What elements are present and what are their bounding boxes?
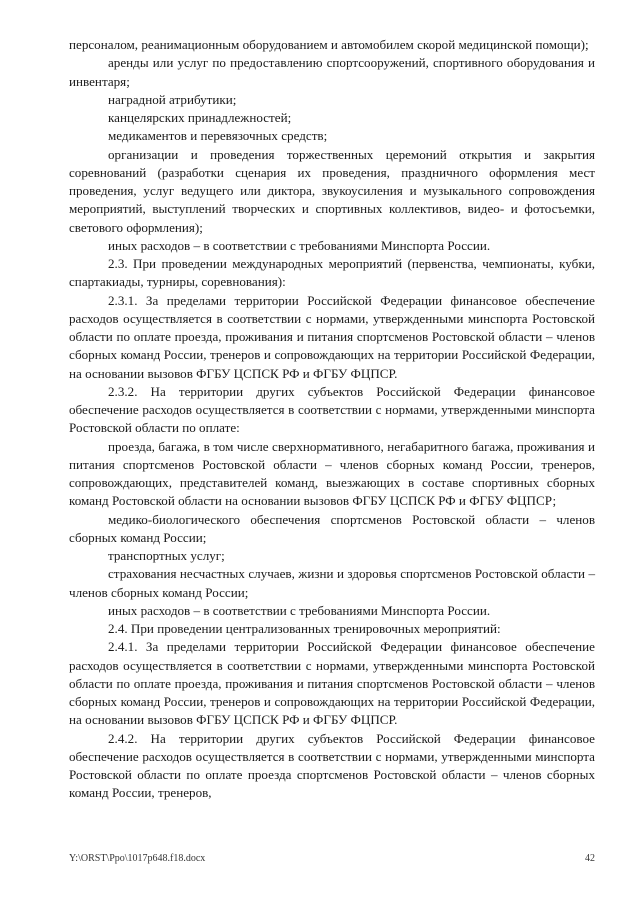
paragraph: медикаментов и перевязочных средств; [108,128,328,144]
section-2-3-2-paragraph: 2.3.2. На территории других субъектов Российской Федерации финансовое обеспечение расходов осуществляется в соответствии с нормами, утвержденными минспорта Ростовской области по оплате: [69,383,595,436]
paragraph: иных расходов – в соответствии с требованиями Минспорта России. [108,602,491,618]
paragraph: наградной атрибутики; [108,91,237,107]
paragraph-continuation: персоналом, реанимационным оборудованием и автомобилем скорой медицинской помощи); [69,37,589,52]
section-2-3-1-paragraph: 2.3.1. За пределами территории Российской Федерации финансовое обеспечение расходов осуществляется в соответствии с нормами, утвержденными минспорта Ростовской области по оплате проезда, проживания и питания спортсменов Ростовской области – членов сборных команд России, тренеров и сопровождающих на территории Российской Федерации, на основании вызовов ФГБУ ЦСПСК РФ и ФГБУ ФЦПСР. [69,292,595,381]
page-number: 42 [585,853,595,864]
paragraph: канцелярских принадлежностей; [108,110,292,125]
file-path: Y:\ORST\Ppo\1017p648.f18.docx [69,853,206,864]
paragraph: аренды или услуг по предоставлению спортсооружений, спортивного оборудования и инвентаря; [69,55,595,89]
paragraph: страхования несчастных случаев, жизни и здоровья спортсменов Ростовской области – членов сборных команд России; [69,566,595,600]
paragraph: медико-биологического обеспечения спортсменов Ростовской области – членов сборных команд России; [69,511,595,545]
paragraph: транспортных услуг; [108,548,225,563]
document-body [69,36,595,803]
section-2-4-paragraph: 2.4. При проведении централизованных тренировочных мероприятий: [108,621,501,636]
paragraph: проезда, багажа, в том числе сверхнормативного, негабаритного багажа, проживания и питания спортсменов Ростовской области – членов сборных команд России, тренеров, сопровождающих, представителей команд, выезжающих в составе спортивных сборных команд Ростовской области на основании вызовов ФГБУ ЦСПСК РФ и ФГБУ ФЦПСР; [69,438,595,509]
section-2-3-paragraph: 2.3. При проведении международных мероприятий (первенства, чемпионаты, кубки, спартакиады, турниры, соревнования): [69,256,595,290]
paragraph: организации и проведения торжественных церемоний открытия и закрытия соревнований (разработки сценария их проведения, праздничного оформления мест проведения, услуг ведущего или диктора, звукоусиления и музыкального сопровождения мероприятий, выступлений творческих и спортивных коллективов, видео- и фотосъемки, светового оформления); [69,146,595,235]
section-2-4-2-paragraph: 2.4.2. На территории других субъектов Российской Федерации финансовое обеспечение расходов осуществляется в соответствии с нормами, утвержденными минспорта Ростовской области по оплате проезда спортсменов Ростовской области – членов сборных команд России, тренеров, [69,730,595,801]
section-2-4-1-paragraph: 2.4.1. За пределами территории Российской Федерации финансовое обеспечение расходов осуществляется в соответствии с нормами, утвержденными минспорта Ростовской области по оплате проезда, проживания и питания спортсменов Ростовской области – членов сборных команд России, тренеров и сопровождающих на территории Российской Федерации, на основании вызовов ФГБУ ЦСПСК РФ и ФГБУ ФЦПСР. [69,639,595,728]
page-footer [69,853,595,864]
paragraph: иных расходов – в соответствии с требованиями Минспорта России. [108,237,491,253]
